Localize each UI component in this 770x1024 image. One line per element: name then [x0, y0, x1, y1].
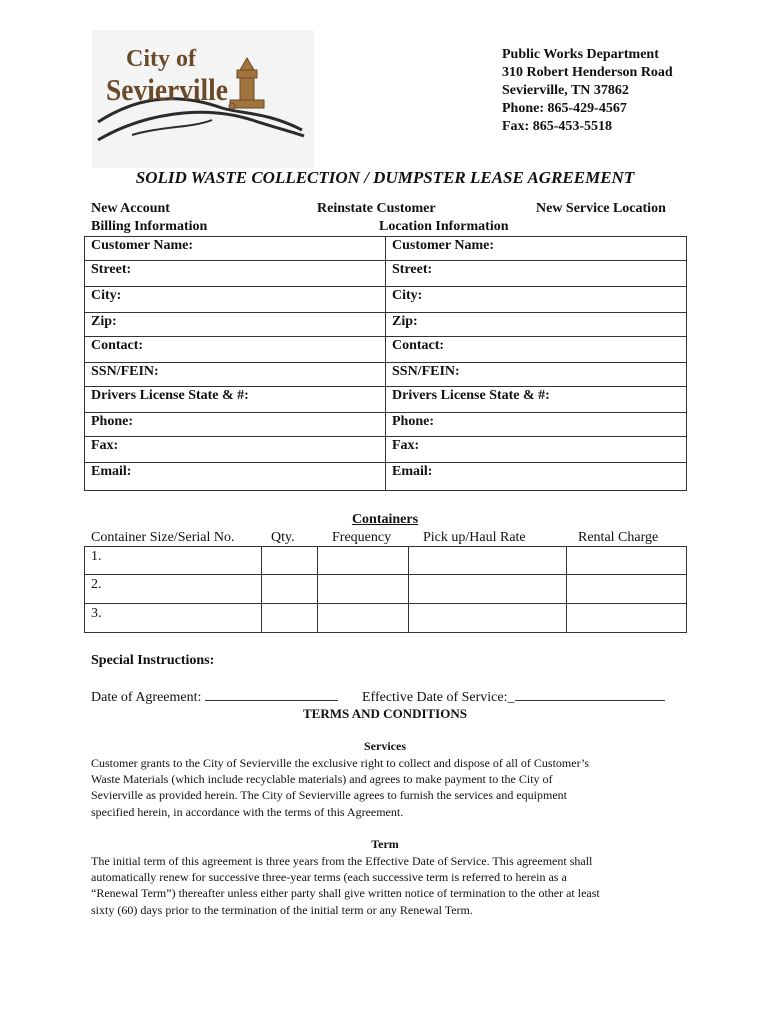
billing-field[interactable]	[85, 413, 386, 437]
billing-field[interactable]	[85, 387, 386, 413]
option-reinstate-customer[interactable]: Reinstate Customer	[317, 201, 436, 216]
customer-row	[85, 463, 687, 491]
billing-field[interactable]	[85, 287, 386, 313]
container-size-cell[interactable]	[85, 604, 262, 633]
effective-date-label: Effective Date of Service:_	[362, 690, 515, 705]
location-field[interactable]	[386, 237, 687, 261]
container-rental-cell[interactable]	[567, 604, 687, 633]
container-qty-cell[interactable]	[262, 575, 318, 604]
container-rate-cell[interactable]	[409, 604, 567, 633]
special-instructions-label: Special Instructions:	[91, 653, 215, 668]
department-fax: Fax: 865-453-5518	[502, 119, 613, 134]
location-field[interactable]	[386, 437, 687, 463]
customer-row	[85, 387, 687, 413]
location-field-label: Street:	[392, 262, 433, 277]
customer-row	[85, 337, 687, 363]
department-name: Public Works Department	[502, 47, 659, 62]
services-line: specified herein, in accordance with the terms of this Agreement.	[91, 804, 404, 819]
location-field-label: Email:	[392, 464, 433, 479]
services-line: Sevierville as provided herein. The City of Sevierville agrees to furnish the services and equipment	[91, 788, 567, 803]
billing-field[interactable]	[85, 237, 386, 261]
billing-section-heading: Billing Information	[91, 219, 208, 234]
location-field[interactable]	[386, 261, 687, 287]
container-size-cell[interactable]	[85, 547, 262, 575]
billing-field-label: Contact:	[91, 338, 144, 353]
container-row-number: 1.	[91, 549, 102, 564]
billing-field[interactable]	[85, 337, 386, 363]
customer-row	[85, 237, 687, 261]
department-street: 310 Robert Henderson Road	[502, 65, 673, 80]
container-qty-cell[interactable]	[262, 547, 318, 575]
container-qty-cell[interactable]	[262, 604, 318, 633]
location-field-label: Customer Name:	[392, 238, 494, 253]
effective-date-field[interactable]	[515, 688, 665, 701]
date-of-agreement	[91, 688, 338, 706]
billing-field-label: Zip:	[91, 314, 117, 329]
header-container-size: Container Size/Serial No.	[91, 530, 235, 545]
billing-field-label: SSN/FEIN:	[91, 364, 159, 379]
container-frequency-cell[interactable]	[318, 604, 409, 633]
containers-table	[84, 546, 687, 633]
term-line: The initial term of this agreement is three years from the Effective Date of Service. This agreement shall	[91, 854, 593, 868]
container-row	[85, 547, 687, 575]
option-new-service-location[interactable]: New Service Location	[536, 201, 666, 216]
container-row	[85, 575, 687, 604]
term-line: automatically renew for successive three-year terms (each successive term is referred to herein as a	[91, 870, 567, 885]
effective-date	[362, 688, 665, 706]
container-frequency-cell[interactable]	[318, 547, 409, 575]
customer-row	[85, 261, 687, 287]
billing-field-label: Email:	[91, 464, 132, 479]
date-of-agreement-label: Date of Agreement:	[91, 690, 202, 705]
date-of-agreement-field[interactable]	[205, 688, 338, 701]
billing-field-label: Phone:	[91, 414, 133, 429]
container-rental-cell[interactable]	[567, 547, 687, 575]
location-field-label: SSN/FEIN:	[392, 364, 460, 379]
customer-info-table	[84, 236, 687, 491]
container-size-cell[interactable]	[85, 575, 262, 604]
billing-field[interactable]	[85, 313, 386, 337]
term-line: “Renewal Term”) thereafter unless either party shall give written notice of termination to the other at least	[91, 886, 600, 901]
location-field[interactable]	[386, 387, 687, 413]
billing-field[interactable]	[85, 437, 386, 463]
billing-field[interactable]	[85, 363, 386, 387]
customer-row	[85, 437, 687, 463]
term-heading: Term	[371, 837, 399, 851]
billing-field[interactable]	[85, 261, 386, 287]
term-paragraph	[91, 853, 691, 918]
customer-row	[85, 363, 687, 387]
location-field-label: Contact:	[392, 338, 445, 353]
location-section-heading: Location Information	[379, 219, 509, 234]
location-field[interactable]	[386, 287, 687, 313]
container-row	[85, 604, 687, 633]
container-row-number: 2.	[91, 577, 102, 592]
container-frequency-cell[interactable]	[318, 575, 409, 604]
form-title: SOLID WASTE COLLECTION / DUMPSTER LEASE AGREEMENT	[135, 168, 635, 187]
city-logo	[92, 30, 314, 168]
customer-row	[85, 413, 687, 437]
billing-field-label: Fax:	[91, 438, 119, 453]
services-heading: Services	[364, 739, 406, 753]
location-field[interactable]	[386, 337, 687, 363]
term-line: sixty (60) days prior to the termination of the initial term or any Renewal Term.	[91, 902, 473, 917]
logo-line1: City of	[126, 46, 196, 72]
location-field-label: Fax:	[392, 438, 420, 453]
department-city: Sevierville, TN 37862	[502, 83, 629, 98]
billing-field-label: Drivers License State & #:	[91, 388, 249, 403]
customer-row	[85, 287, 687, 313]
terms-heading: TERMS AND CONDITIONS	[303, 706, 467, 721]
services-line: Customer grants to the City of Sevierville the exclusive right to collect and dispose of all of Customer’s	[91, 756, 590, 770]
billing-field-label: Customer Name:	[91, 238, 193, 253]
location-field[interactable]	[386, 313, 687, 337]
header-frequency: Frequency	[332, 530, 392, 545]
department-phone: Phone: 865-429-4567	[502, 101, 627, 116]
header-pickup-rate: Pick up/Haul Rate	[423, 530, 526, 545]
containers-heading: Containers	[351, 512, 419, 527]
container-rate-cell[interactable]	[409, 547, 567, 575]
header-qty: Qty.	[271, 530, 295, 545]
location-field[interactable]	[386, 463, 687, 491]
services-paragraph	[91, 755, 691, 820]
location-field-label: Drivers License State & #:	[392, 388, 550, 403]
location-field[interactable]	[386, 413, 687, 437]
customer-row	[85, 313, 687, 337]
city-logo-graphic	[92, 30, 314, 168]
billing-field-label: City:	[91, 288, 122, 303]
billing-field-label: Street:	[91, 262, 132, 277]
header-rental-charge: Rental Charge	[578, 530, 659, 545]
container-rental-cell[interactable]	[567, 575, 687, 604]
location-field-label: Phone:	[392, 414, 434, 429]
location-field-label: City:	[392, 288, 423, 303]
department-address	[502, 46, 673, 136]
logo-line2: Sevierville	[106, 72, 228, 107]
location-field[interactable]	[386, 363, 687, 387]
location-field-label: Zip:	[392, 314, 418, 329]
option-new-account[interactable]: New Account	[91, 201, 170, 216]
container-row-number: 3.	[91, 606, 102, 621]
container-rate-cell[interactable]	[409, 575, 567, 604]
services-line: Waste Materials (which include recyclable materials) and agrees to make payment to the City of	[91, 772, 553, 787]
billing-field[interactable]	[85, 463, 386, 491]
